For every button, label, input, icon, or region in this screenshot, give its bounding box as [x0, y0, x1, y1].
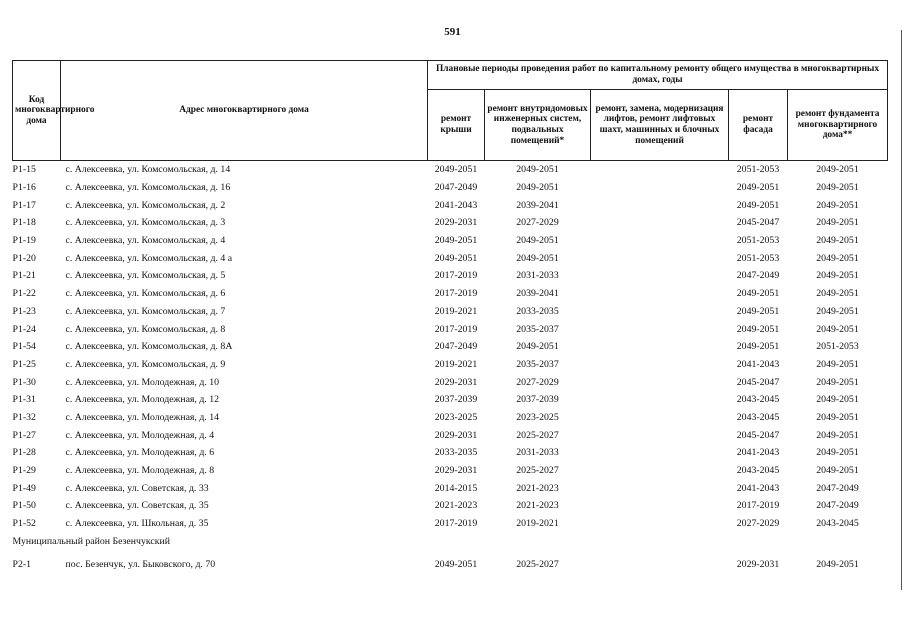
cell-address: с. Алексеевка, ул. Комсомольская, д. 4 — [65, 235, 226, 247]
cell-address: с. Алексеевка, ул. Комсомольская, д. 14 — [65, 164, 231, 176]
cell-facade: 2051-2053 — [736, 164, 780, 176]
cell-facade: 2041-2043 — [736, 447, 780, 459]
cell-facade: 2049-2051 — [736, 288, 780, 300]
cell-foundation: 2049-2051 — [816, 559, 859, 571]
cell-code: Р1-22 — [12, 288, 36, 300]
cell-foundation: 2049-2051 — [816, 376, 859, 388]
cell-code: Р1-17 — [12, 199, 36, 211]
cell-roof: 2029-2031 — [434, 465, 478, 476]
cell-foundation: 2049-2051 — [816, 199, 859, 211]
table-row — [13, 285, 888, 303]
cell-lifts — [591, 285, 729, 303]
section-row — [13, 532, 888, 550]
cell-roof: 2049-2051 — [434, 559, 478, 571]
cell-systems: 2021-2023 — [516, 500, 559, 512]
cell-foundation: 2049-2051 — [816, 270, 859, 282]
cell-foundation: 2049-2051 — [816, 305, 859, 317]
header-lifts: ремонт, замена, модернизация лифтов, ремонт лифтовых шахт, машинных и блочных помещений — [591, 90, 729, 161]
cell-systems: 2027-2029 — [516, 376, 559, 388]
cell-lifts — [591, 409, 729, 427]
table-row — [13, 249, 888, 267]
cell-systems: 2049-2051 — [516, 235, 559, 247]
cell-lifts — [591, 391, 729, 409]
cell-code: Р1-24 — [12, 323, 36, 335]
cell-roof: 2017-2019 — [434, 288, 478, 300]
cell-facade: 2041-2043 — [736, 358, 780, 370]
cell-systems: 2023-2025 — [516, 411, 559, 423]
cell-lifts — [591, 338, 729, 356]
cell-address: с. Алексеевка, ул. Школьная, д. 35 — [65, 518, 209, 530]
cell-code: Р1-19 — [12, 235, 36, 247]
cell-lifts — [591, 249, 729, 267]
cell-lifts — [591, 462, 729, 480]
table-row — [13, 556, 888, 574]
cell-systems: 2035-2037 — [516, 358, 559, 370]
table-row — [13, 161, 888, 179]
cell-facade: 2049-2051 — [736, 305, 780, 317]
cell-systems: 2039-2041 — [516, 288, 559, 300]
cell-systems: 2049-2051 — [516, 341, 559, 353]
cell-address: с. Алексеевка, ул. Советская, д. 33 — [65, 482, 209, 494]
cell-code: Р1-52 — [12, 518, 36, 530]
cell-lifts — [591, 161, 729, 179]
cell-code: Р1-18 — [12, 217, 36, 229]
cell-foundation: 2051-2053 — [816, 341, 859, 353]
cell-systems: 2025-2027 — [516, 559, 559, 571]
cell-code: Р1-15 — [12, 164, 36, 176]
cell-facade: 2045-2047 — [736, 217, 780, 229]
cell-facade: 2029-2031 — [736, 559, 780, 571]
cell-systems: 2027-2029 — [516, 217, 559, 229]
cell-roof: 2037-2039 — [434, 394, 478, 406]
cell-address: с. Алексеевка, ул. Комсомольская, д. 8А — [65, 341, 233, 353]
page-number: 591 — [444, 26, 461, 38]
cell-address: с. Алексеевка, ул. Молодежная, д. 12 — [65, 394, 219, 406]
cell-code: Р1-29 — [12, 465, 36, 476]
cell-facade: 2041-2043 — [736, 482, 780, 494]
table-row — [13, 320, 888, 338]
cell-code: Р1-49 — [12, 482, 36, 494]
cell-code: Р1-50 — [12, 500, 36, 512]
cell-facade: 2049-2051 — [736, 323, 780, 335]
table-row — [13, 409, 888, 427]
table-header — [13, 61, 888, 161]
cell-foundation: 2049-2051 — [816, 288, 859, 300]
cell-lifts — [591, 179, 729, 197]
table-row — [13, 267, 888, 285]
table-row — [13, 479, 888, 497]
cell-address: с. Алексеевка, ул. Молодежная, д. 8 — [65, 465, 215, 476]
cell-systems: 2031-2033 — [516, 447, 559, 459]
cell-lifts — [591, 373, 729, 391]
header-code: Код многоквартирного дома — [13, 61, 61, 161]
cell-code: Р1-32 — [12, 411, 36, 423]
cell-systems: 2049-2051 — [516, 182, 559, 193]
cell-facade: 2047-2049 — [736, 270, 780, 282]
cell-roof: 2049-2051 — [434, 235, 478, 247]
cell-lifts — [591, 444, 729, 462]
cell-roof: 2029-2031 — [434, 429, 478, 441]
cell-roof: 2033-2035 — [434, 447, 478, 459]
cell-systems: 2037-2039 — [516, 394, 559, 406]
cell-facade: 2049-2051 — [736, 182, 780, 193]
table-row — [13, 497, 888, 515]
cell-lifts — [591, 320, 729, 338]
cell-address: с. Алексеевка, ул. Советская, д. 35 — [65, 500, 209, 512]
cell-foundation: 2043-2045 — [816, 518, 859, 530]
cell-facade: 2027-2029 — [736, 518, 780, 530]
cell-systems: 2031-2033 — [516, 270, 559, 282]
cell-foundation: 2049-2051 — [816, 235, 859, 247]
cell-foundation: 2049-2051 — [816, 394, 859, 406]
cell-address: с. Алексеевка, ул. Молодежная, д. 6 — [65, 447, 215, 459]
cell-code: Р1-27 — [12, 429, 36, 441]
cell-systems: 2033-2035 — [516, 305, 559, 317]
cell-facade: 2051-2053 — [736, 252, 780, 264]
cell-facade: 2051-2053 — [736, 235, 780, 247]
cell-roof: 2014-2015 — [434, 482, 478, 494]
cell-facade: 2045-2047 — [736, 376, 780, 388]
cell-roof: 2017-2019 — [434, 270, 478, 282]
cell-foundation: 2049-2051 — [816, 429, 859, 441]
cell-code: Р1-25 — [12, 358, 36, 370]
table-row — [13, 391, 888, 409]
cell-roof: 2049-2051 — [434, 164, 478, 176]
cell-lifts — [591, 303, 729, 321]
cell-roof: 2019-2021 — [434, 305, 478, 317]
cell-systems: 2025-2027 — [516, 465, 559, 476]
cell-lifts — [591, 497, 729, 515]
cell-foundation: 2047-2049 — [816, 500, 859, 512]
cell-code: Р1-20 — [12, 252, 36, 264]
section-label: Муниципальный район Безенчукский — [12, 535, 170, 547]
table-row — [13, 515, 888, 533]
cell-roof: 2041-2043 — [434, 199, 478, 211]
cell-foundation: 2047-2049 — [816, 482, 859, 494]
cell-address: с. Алексеевка, ул. Комсомольская, д. 7 — [65, 305, 226, 317]
header-foundation: ремонт фундамента многоквартирного дома** — [788, 90, 888, 161]
cell-roof: 2029-2031 — [434, 217, 478, 229]
cell-systems: 2035-2037 — [516, 323, 559, 335]
header-facade: ремонт фасада — [729, 90, 788, 161]
cell-systems: 2019-2021 — [516, 518, 559, 530]
cell-facade: 2043-2045 — [736, 411, 780, 423]
cell-lifts — [591, 515, 729, 533]
capital-repair-table — [12, 60, 888, 574]
cell-lifts — [591, 232, 729, 250]
header-roof: ремонт крыши — [428, 90, 485, 161]
cell-roof: 2023-2025 — [434, 411, 478, 423]
cell-roof: 2017-2019 — [434, 323, 478, 335]
right-margin-rule — [901, 30, 902, 590]
cell-foundation: 2049-2051 — [816, 164, 859, 176]
cell-foundation: 2049-2051 — [816, 465, 859, 476]
cell-address: с. Алексеевка, ул. Комсомольская, д. 2 — [65, 199, 226, 211]
cell-lifts — [591, 214, 729, 232]
cell-roof: 2021-2023 — [434, 500, 478, 512]
header-planned-periods: Плановые периоды проведения работ по капитальному ремонту общего имущества в многоквартирных домах, годы — [428, 61, 888, 90]
table-row — [13, 338, 888, 356]
cell-foundation: 2049-2051 — [816, 217, 859, 229]
cell-systems: 2049-2051 — [516, 252, 559, 264]
table-row — [13, 303, 888, 321]
cell-lifts — [591, 356, 729, 374]
cell-roof: 2047-2049 — [434, 341, 478, 353]
table-row — [13, 356, 888, 374]
table-row — [13, 214, 888, 232]
cell-address: с. Алексеевка, ул. Комсомольская, д. 3 — [65, 217, 226, 229]
cell-foundation: 2049-2051 — [816, 411, 859, 423]
cell-code: Р1-16 — [12, 182, 36, 193]
cell-facade: 2043-2045 — [736, 394, 780, 406]
cell-lifts — [591, 426, 729, 444]
cell-code: Р1-23 — [12, 305, 36, 317]
cell-facade: 2045-2047 — [736, 429, 780, 441]
cell-address: с. Алексеевка, ул. Молодежная, д. 14 — [65, 411, 219, 423]
table-body — [13, 161, 888, 574]
table-row — [13, 196, 888, 214]
cell-foundation: 2049-2051 — [816, 323, 859, 335]
table-row — [13, 444, 888, 462]
cell-systems: 2021-2023 — [516, 482, 559, 494]
cell-lifts — [591, 196, 729, 214]
cell-address: с. Алексеевка, ул. Комсомольская, д. 4 а — [65, 252, 233, 264]
cell-code: Р1-21 — [12, 270, 36, 282]
cell-address: с. Алексеевка, ул. Комсомольская, д. 16 — [65, 182, 231, 193]
cell-roof: 2019-2021 — [434, 358, 478, 370]
cell-address: с. Алексеевка, ул. Комсомольская, д. 9 — [65, 358, 226, 370]
table-row — [13, 426, 888, 444]
cell-roof: 2049-2051 — [434, 252, 478, 264]
cell-code: Р1-31 — [12, 394, 36, 406]
cell-systems: 2025-2027 — [516, 429, 559, 441]
cell-address: с. Алексеевка, ул. Комсомольская, д. 8 — [65, 323, 226, 335]
cell-facade: 2017-2019 — [736, 500, 780, 512]
cell-roof: 2029-2031 — [434, 376, 478, 388]
cell-foundation: 2049-2051 — [816, 447, 859, 459]
cell-address: пос. Безенчук, ул. Быковского, д. 70 — [65, 559, 216, 571]
cell-code: Р2-1 — [12, 559, 32, 571]
cell-systems: 2049-2051 — [516, 164, 559, 176]
cell-facade: 2043-2045 — [736, 465, 780, 476]
table-row — [13, 373, 888, 391]
cell-address: с. Алексеевка, ул. Молодежная, д. 4 — [65, 429, 215, 441]
cell-foundation: 2049-2051 — [816, 252, 859, 264]
cell-code: Р1-54 — [12, 341, 36, 353]
cell-foundation: 2049-2051 — [816, 358, 859, 370]
cell-facade: 2049-2051 — [736, 341, 780, 353]
cell-systems: 2039-2041 — [516, 199, 559, 211]
cell-lifts — [591, 556, 729, 574]
cell-code: Р1-30 — [12, 376, 36, 388]
cell-address: с. Алексеевка, ул. Комсомольская, д. 6 — [65, 288, 226, 300]
header-systems: ремонт внутридомовых инженерных систем, подвальных помещений* — [485, 90, 591, 161]
cell-foundation: 2049-2051 — [816, 182, 859, 193]
cell-roof: 2047-2049 — [434, 182, 478, 193]
cell-lifts — [591, 479, 729, 497]
cell-lifts — [591, 267, 729, 285]
table-row — [13, 462, 888, 480]
header-address: Адрес многоквартирного дома — [61, 61, 428, 161]
table-row — [13, 179, 888, 197]
cell-roof: 2017-2019 — [434, 518, 478, 530]
cell-code: Р1-28 — [12, 447, 36, 459]
cell-address: с. Алексеевка, ул. Молодежная, д. 10 — [65, 376, 219, 388]
cell-address: с. Алексеевка, ул. Комсомольская, д. 5 — [65, 270, 226, 282]
cell-facade: 2049-2051 — [736, 199, 780, 211]
table-row — [13, 232, 888, 250]
